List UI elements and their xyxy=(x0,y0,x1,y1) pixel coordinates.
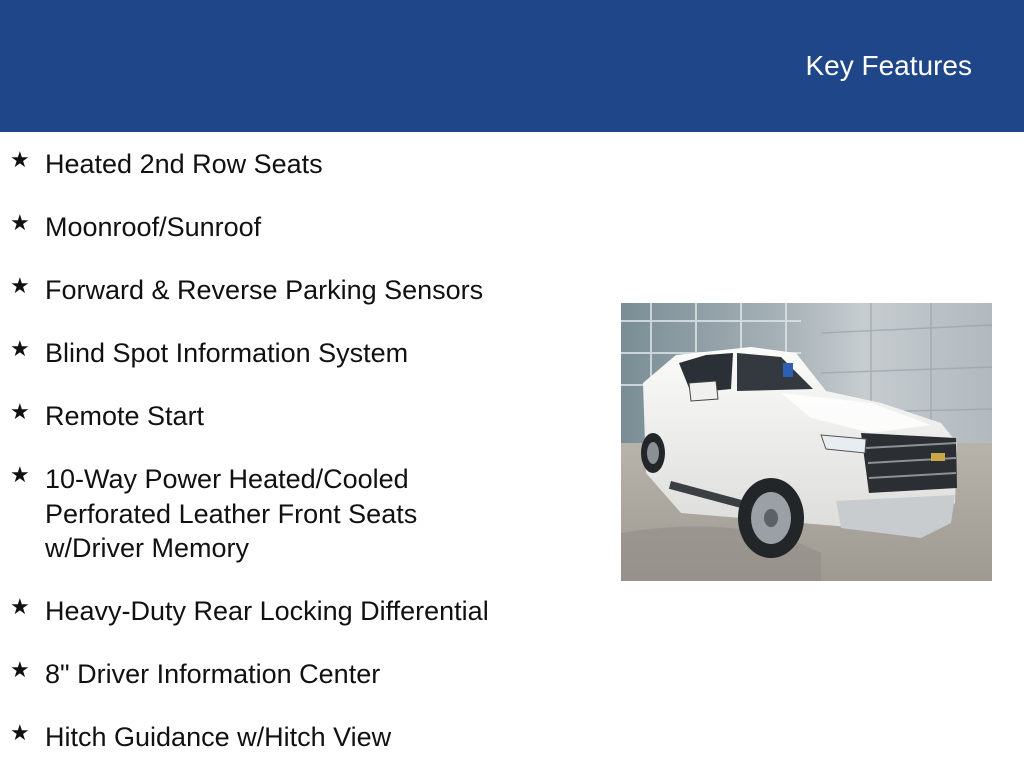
feature-label: Heavy-Duty Rear Locking Differential xyxy=(45,596,489,626)
feature-item xyxy=(10,399,580,434)
star-icon: ★ xyxy=(10,721,30,746)
star-icon: ★ xyxy=(10,211,30,236)
feature-item xyxy=(10,273,580,308)
feature-list xyxy=(10,147,580,783)
star-icon: ★ xyxy=(10,337,30,362)
truck-photo xyxy=(621,303,992,581)
feature-item xyxy=(10,336,580,371)
feature-item xyxy=(10,720,580,755)
star-icon: ★ xyxy=(10,274,30,299)
feature-label: Heated 2nd Row Seats xyxy=(45,149,323,179)
feature-item xyxy=(10,210,580,245)
feature-item xyxy=(10,594,580,629)
star-icon: ★ xyxy=(10,148,30,173)
star-icon: ★ xyxy=(10,658,30,683)
header-banner xyxy=(0,0,1024,132)
page-title: Key Features xyxy=(805,50,972,81)
feature-label: Remote Start xyxy=(45,401,205,431)
feature-item xyxy=(10,147,580,182)
feature-label: Blind Spot Information System xyxy=(45,338,409,368)
vehicle-photo xyxy=(621,303,992,581)
feature-item xyxy=(10,462,485,566)
feature-label: 10-Way Power Heated/Cooled Perforated Leather Front Seats w/Driver Memory xyxy=(45,464,418,563)
feature-label: 8" Driver Information Center xyxy=(45,659,381,689)
feature-label: Hitch Guidance w/Hitch View xyxy=(45,722,392,752)
feature-label: Moonroof/Sunroof xyxy=(45,212,262,242)
feature-item xyxy=(10,657,580,692)
star-icon: ★ xyxy=(10,595,30,620)
feature-label: Forward & Reverse Parking Sensors xyxy=(45,275,484,305)
star-icon: ★ xyxy=(10,463,30,488)
star-icon: ★ xyxy=(10,400,30,425)
